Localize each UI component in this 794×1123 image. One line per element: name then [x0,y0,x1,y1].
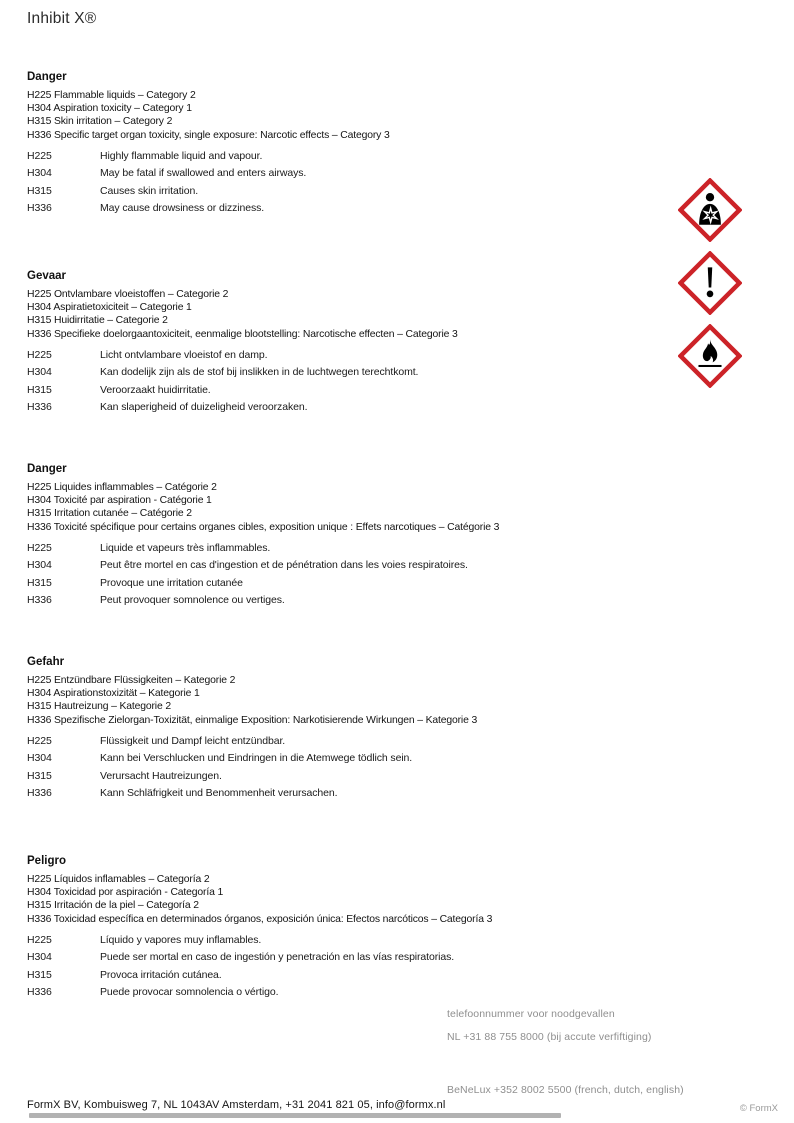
hazard-statement-row [27,935,672,947]
hazard-statements [27,350,672,414]
hazard-statement-row [27,385,672,397]
classification-line: H304 Aspirationstoxizität – Kategorie 1 [27,688,200,700]
classification-line: H304 Toxicidad por aspiración - Categoría 1 [27,887,224,899]
hazard-code: H304 [27,366,52,379]
hazard-statement-row [27,186,672,198]
hazard-statement-row [27,350,672,362]
hazard-code: H304 [27,951,52,964]
hazard-statements [27,935,672,999]
hazard-code: H315 [27,184,52,197]
hazard-text: Flüssigkeit und Dampf leicht entzündbar. [100,734,286,747]
hazard-code: H225 [27,541,52,554]
ghs-flame-icon [678,324,742,388]
hazard-code: H225 [27,734,52,747]
classification-line: H336 Toxicidad específica en determinados órganos, exposición única: Efectos narcóticos – Categoría 3 [27,913,493,925]
classification-line: H304 Aspiratietoxiciteit – Categorie 1 [27,302,192,314]
hazard-code: H225 [27,933,52,946]
ghs-health-hazard-icon [678,178,742,242]
emergency-number-nl: NL +31 88 755 8000 (bij accute verfiftiging) [447,1031,652,1043]
hazard-statement-row [27,168,672,180]
classification-line: H336 Specific target organ toxicity, single exposure: Narcotic effects – Category 3 [27,129,390,141]
hazard-statement-row [27,367,672,379]
hazard-statement-row [27,151,672,163]
hazard-statement-row [27,736,672,748]
classification-line: H336 Spezifische Zielorgan-Toxizität, einmalige Exposition: Narkotisierende Wirkungen – Kategorie 3 [27,714,478,726]
hazard-statement-row [27,771,672,783]
classification-line: H304 Aspiration toxicity – Category 1 [27,103,192,115]
hazard-text: May be fatal if swallowed and enters airways. [100,167,307,180]
hazard-statements [27,543,672,607]
classification-line: H315 Irritación de la piel – Categoría 2 [27,900,199,912]
hazard-code: H304 [27,559,52,572]
hazard-code: H315 [27,383,52,396]
hazard-code: H315 [27,769,52,782]
classification-line: H315 Huidirritatie – Categorie 2 [27,315,168,327]
classification-line: H225 Entzündbare Flüssigkeiten – Kategorie 2 [27,675,236,686]
hazard-code: H225 [27,149,52,162]
classification-line: H315 Skin irritation – Category 2 [27,116,173,128]
hazard-text: Puede ser mortal en caso de ingestión y penetración en las vías respiratorias. [100,951,455,964]
classification-line: H336 Toxicité spécifique pour certains organes cibles, exposition unique : Effets narcotiques – Catégorie 3 [27,521,500,533]
hazard-text: Licht ontvlambare vloeistof en damp. [100,348,268,361]
hazard-code: H315 [27,576,52,589]
hazard-text: Highly flammable liquid and vapour. [100,149,263,162]
hazard-statement-row [27,578,672,590]
classification-line: H225 Flammable liquids – Category 2 [27,90,196,101]
hazard-text: Kann Schläfrigkeit und Benommenheit verursachen. [100,787,338,800]
copyright-notice: © FormX [739,1103,778,1114]
signal-word: Peligro [27,855,66,867]
hazard-text: Kann bei Verschlucken und Eindringen in die Atemwege tödlich sein. [100,752,413,765]
hazard-text: Kan dodelijk zijn als de stof bij inslikken in de luchtwegen terechtkomt. [100,366,419,379]
hazard-statement-row [27,788,672,800]
hazard-statement-row [27,952,672,964]
bottom-edge-band [29,1113,561,1118]
company-address-line: FormX BV, Kombuisweg 7, NL 1043AV Amsterdam, +31 2041 821 05, info@formx.nl [27,1099,446,1111]
hazard-code: H336 [27,986,52,999]
hazard-statements [27,151,672,215]
hazard-code: H336 [27,401,52,414]
signal-word: Danger [27,71,67,83]
hazard-code: H304 [27,167,52,180]
hazard-statement-row [27,560,672,572]
hazard-statement-row [27,753,672,765]
hazard-statements [27,736,672,800]
classification-line: H225 Liquides inflammables – Catégorie 2 [27,482,217,493]
hazard-section-german [27,656,672,806]
hazard-text: Puede provocar somnolencia o vértigo. [100,986,279,999]
ghs-exclamation-icon [678,251,742,315]
hazard-text: Peut être mortel en cas d'ingestion et de pénétration dans les voies respiratoires. [100,559,468,572]
emergency-label: telefoonnummer voor noodgevallen [447,1008,615,1020]
hazard-text: Veroorzaakt huidirritatie. [100,383,211,396]
hazard-text: May cause drowsiness or dizziness. [100,202,265,215]
hazard-text: Peut provoquer somnolence ou vertiges. [100,594,285,607]
signal-word: Danger [27,463,67,475]
classification-line: H225 Líquidos inflamables – Categoría 2 [27,874,210,885]
hazard-text: Liquide et vapeurs très inflammables. [100,541,271,554]
classification-line: H304 Toxicité par aspiration - Catégorie 1 [27,495,212,507]
hazard-code: H225 [27,348,52,361]
hazard-text: Kan slaperigheid of duizeligheid veroorzaken. [100,401,308,414]
hazard-statement-row [27,595,672,607]
emergency-number-benelux: BeNeLux +352 8002 5500 (french, dutch, english) [447,1084,684,1096]
hazard-code: H336 [27,787,52,800]
hazard-text: Líquido y vapores muy inflamables. [100,933,262,946]
signal-word: Gevaar [27,270,67,282]
hazard-code: H315 [27,968,52,981]
hazard-section-french [27,463,672,613]
hazard-section-dutch [27,270,672,420]
page-title: Inhibit X® [27,10,97,27]
hazard-code: H336 [27,594,52,607]
hazard-statement-row [27,970,672,982]
classification-line: H315 Hautreizung – Kategorie 2 [27,701,171,713]
hazard-text: Verursacht Hautreizungen. [100,769,222,782]
hazard-statement-row [27,402,672,414]
hazard-statement-row [27,203,672,215]
classification-line: H315 Irritation cutanée – Catégorie 2 [27,508,192,520]
signal-word: Gefahr [27,656,65,668]
hazard-statement-row [27,543,672,555]
classification-line: H225 Ontvlambare vloeistoffen – Categorie 2 [27,289,229,300]
classification-line: H336 Specifieke doelorgaantoxiciteit, eenmalige blootstelling: Narcotische effecten – Categorie 3 [27,328,458,340]
hazard-section-english [27,71,672,221]
hazard-code: H304 [27,752,52,765]
hazard-statement-row [27,987,672,999]
hazard-code: H336 [27,202,52,215]
hazard-text: Causes skin irritation. [100,184,199,197]
hazard-section-spanish [27,855,672,1005]
hazard-text: Provoca irritación cutánea. [100,968,222,981]
hazard-text: Provoque une irritation cutanée [100,576,243,589]
